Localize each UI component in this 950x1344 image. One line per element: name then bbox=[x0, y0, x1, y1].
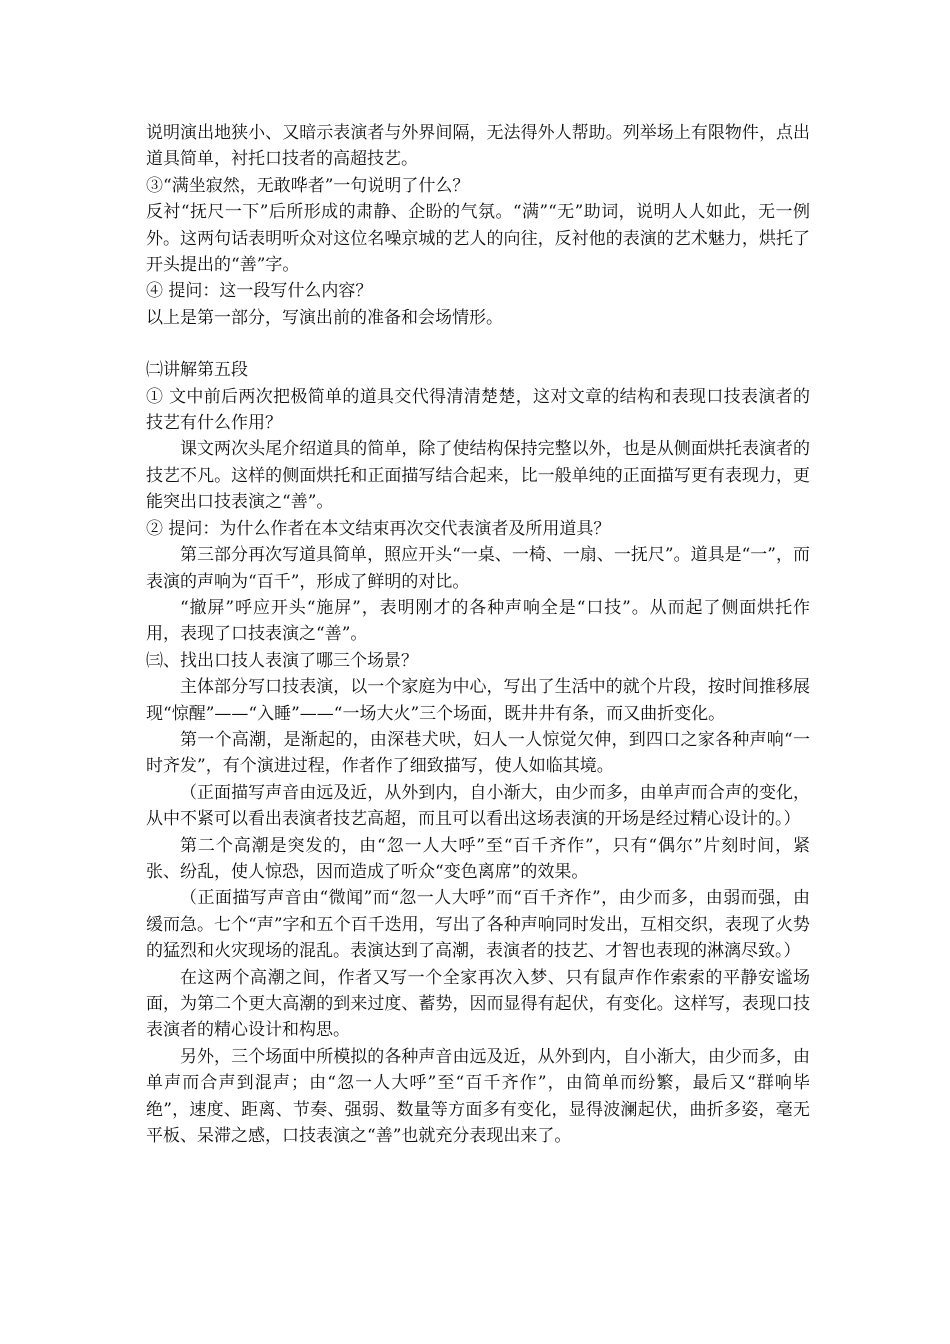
question-3: ③“满坐寂然，无敢哗者”一句说明了什么？ bbox=[146, 175, 470, 196]
conclusion-paragraph: 另外，三个场面中所模拟的各种声音由远及近，从外到内，自小渐大，由少而多，由单声而合声到混声；由“忽一人大呼”至“百千齐作”，由简单而纷繁，最后又“群响毕绝”，速度、距离、节奏、强弱、数量等方面多有变化，显得波澜起伏，曲折多姿，毫无平板、呆滞之感，口技表演之“善”也就充分表现出来了。 bbox=[146, 1046, 810, 1147]
question-4: ④ 提问：这一段写什么内容？ bbox=[146, 281, 373, 302]
main-body-summary: 主体部分写口技表演，以一个家庭为中心，写出了生活中的就个片段，按时间推移展现“惊醒”——“入睡”——“一场大火”三个场面，既井井有条，而又曲折变化。 bbox=[146, 677, 810, 724]
question-2: ② 提问：为什么作者在本文结束再次交代表演者及所用道具？ bbox=[146, 518, 611, 539]
answer-1: 课文两次头尾介绍道具的简单，除了使结构保持完整以外，也是从侧面烘托表演者的技艺不凡。这样的侧面烘托和正面描写结合起来，比一般单纯的正面描写更有表现力，更能突出口技表演之“善”。 bbox=[146, 439, 810, 513]
document-page bbox=[146, 120, 810, 1149]
section-heading-2: ㈡讲解第五段 bbox=[146, 360, 248, 381]
answer-2-part-a: 第三部分再次写道具简单，照应开头“一桌、一椅、一扇、一抚尺”。道具是“一”，而表演的声响为“百千”，形成了鲜明的对比。 bbox=[146, 545, 810, 592]
answer-3: 反衬“抚尺一下”后所形成的肃静、企盼的气氛。“满”“无”助词，说明人人如此，无一例外。这两句话表明听众对这位名噪京城的艺人的向往，反衬他的表演的艺术魅力，烘托了开头提出的“善”字。 bbox=[146, 202, 810, 276]
first-climax: 第一个高潮，是渐起的，由深巷犬吠，妇人一人惊觉欠伸，到四口之家各种声响“一时齐发”，有个演进过程，作者作了细致描写，使人如临其境。 bbox=[146, 729, 810, 777]
section-heading-3: ㈢、找出口技人表演了哪三个场景？ bbox=[146, 650, 418, 671]
first-climax-note: （正面描写声音由远及近，从外到内，自小渐大，由少而多，由单声而合声的变化，从中不紧可以看出表演者技艺高超，而且可以看出这场表演的开场是经过精心设计的。） bbox=[146, 782, 810, 830]
answer-2-part-b: “撤屏”呼应开头“施屏”，表明刚才的各种声响全是“口技”。从而起了侧面烘托作用，表现了口技表演之“善”。 bbox=[146, 597, 810, 645]
second-climax-note: （正面描写声音由“微闻”而“忽一人大呼”而“百千齐作”，由少而多，由弱而强，由缓而急。七个“声”字和五个百千迭用，写出了各种声响同时发出，互相交织，表现了火势的猛烈和火灾现场的混乱。表演达到了高潮，表演者的技艺、才智也表现的淋漓尽致。） bbox=[146, 888, 810, 962]
paragraph-props-explanation: 说明演出地狭小、又暗示表演者与外界间隔，无法得外人帮助。列举场上有限物件，点出道具简单，衬托口技者的高超技艺。 bbox=[146, 123, 810, 170]
part-one-summary: 以上是第一部分，写演出前的准备和会场情形。 bbox=[146, 307, 503, 328]
between-climaxes: 在这两个高潮之间，作者又写一个全家再次入梦、只有鼠声作作索索的平静安谧场面，为第二个更大高潮的到来过度、蓄势，因而显得有起伏，有变化。这样写，表现口技表演者的精心设计和构思。 bbox=[146, 967, 810, 1041]
question-1: ① 文中前后两次把极简单的道具交代得清清楚楚，这对文章的结构和表现口技表演者的技艺有什么作用？ bbox=[146, 386, 810, 434]
blank-line bbox=[146, 331, 810, 357]
second-climax: 第二个高潮是突发的，由“忽一人大呼”至“百千齐作”，只有“偶尔”片刻时间，紧张、纷乱，使人惊恐，因而造成了听众“变色离席”的效果。 bbox=[146, 835, 810, 882]
